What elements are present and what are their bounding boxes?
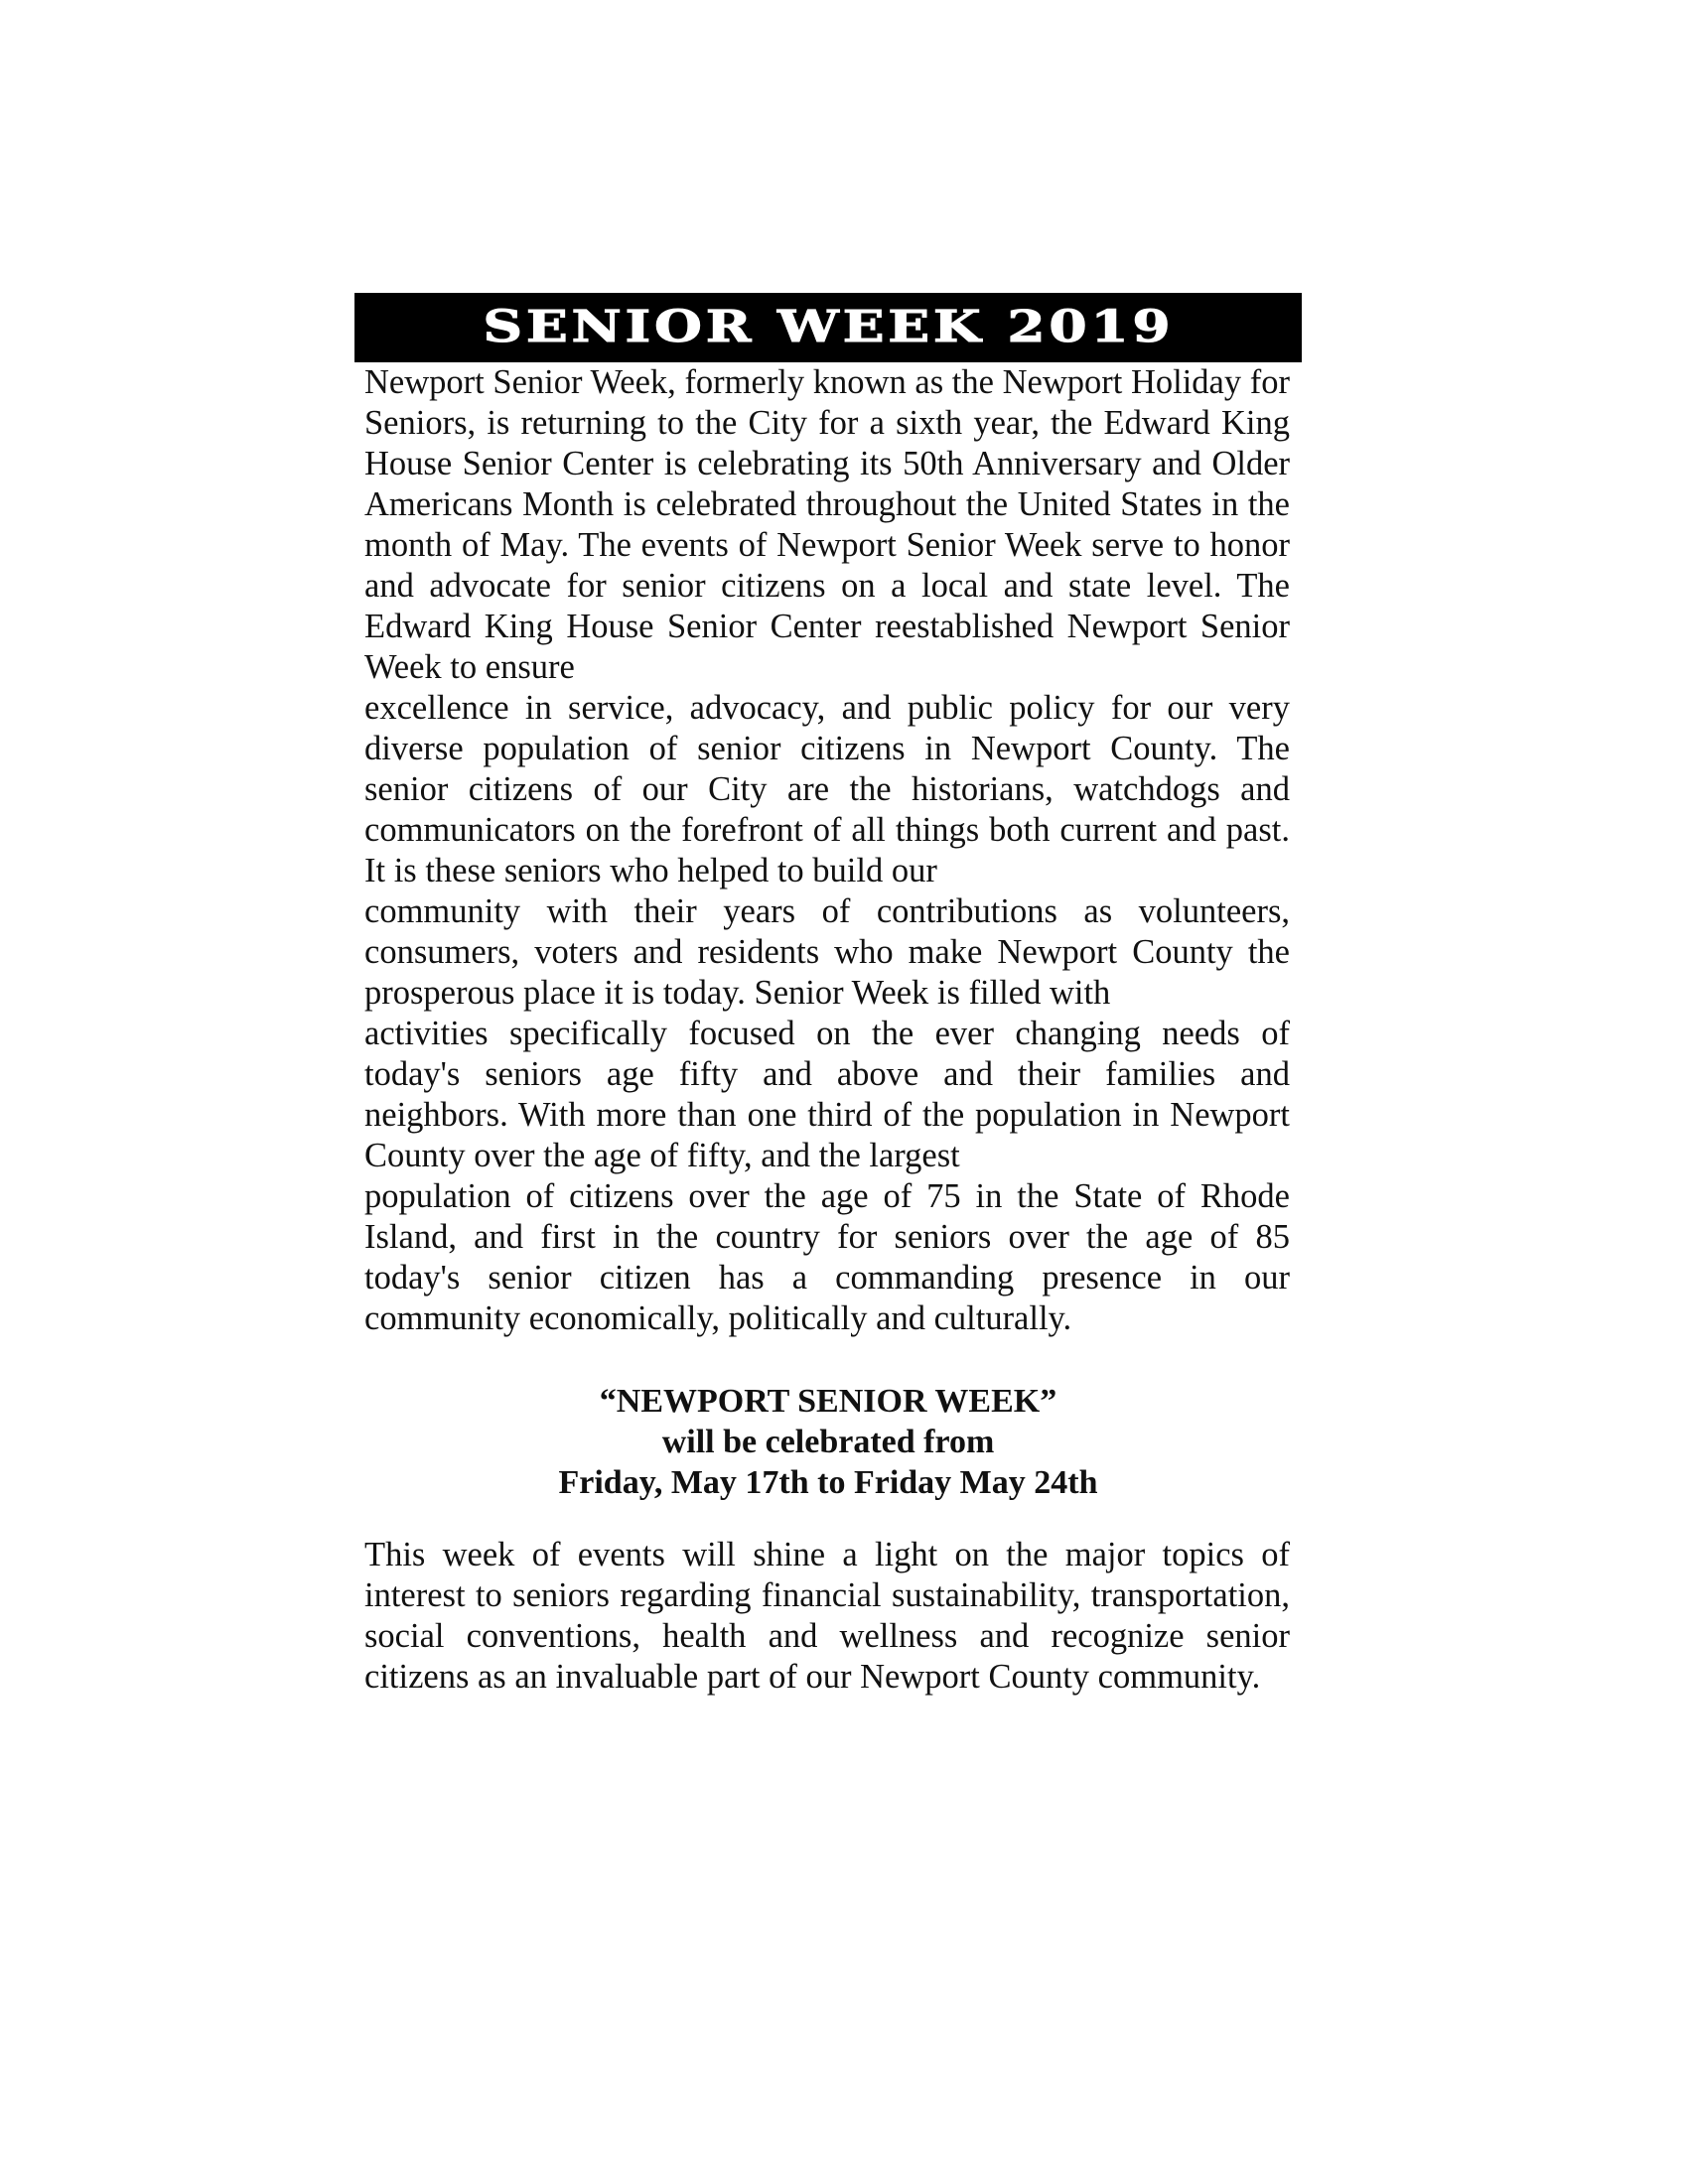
closing-paragraph: This week of events will shine a light on the major topics of interest to seniors regarding financial sustainability, transportation, social conventions, health and wellness and recognize senior citizens as an invaluable part of our Newport County community. xyxy=(364,1536,1290,1696)
article-column xyxy=(354,293,1302,1698)
announcement-dates: Friday, May 17th to Friday May 24th xyxy=(558,1464,1098,1501)
announcement-intro: will be celebrated from xyxy=(661,1424,995,1460)
title-banner xyxy=(354,293,1302,362)
page-title: SENIOR WEEK 2019 xyxy=(482,302,1175,352)
article-paragraph-4: activities specifically focused on the ever changing needs of today's seniors age fifty and above and their families and neighbors. With more than one third of the population in Newport County over the age of fifty, and the largest xyxy=(364,1015,1290,1174)
event-announcement xyxy=(354,1381,1302,1503)
article-paragraph-1: Newport Senior Week, formerly known as the Newport Holiday for Seniors, is returning to the City for a sixth year, the Edward King House Senior Center is celebrating its 50th Anniversary and Older Americans Month is celebrated throughout the United States in the month of May. The events of Newport Senior Week serve to honor and advocate for senior citizens on a local and state level. The Edward King House Senior Center reestablished Newport Senior Week to ensure xyxy=(364,363,1290,686)
article-paragraph-3: community with their years of contributions as volunteers, consumers, voters and residents who make Newport County the prosperous place it is today. Senior Week is filled with xyxy=(364,892,1290,1012)
article-paragraph-2: excellence in service, advocacy, and public policy for our very diverse population of senior citizens in Newport County. The senior citizens of our City are the historians, watchdogs and communicators on the forefront of all things both current and past. It is these seniors who helped to build our xyxy=(364,689,1290,889)
announcement-event-name: “NEWPORT SENIOR WEEK” xyxy=(599,1383,1057,1420)
article-paragraph-5: population of citizens over the age of 75 in the State of Rhode Island, and first in the country for seniors over the age of 85 today's senior citizen has a commanding presence in our community economically, politically and culturally. xyxy=(364,1177,1290,1337)
